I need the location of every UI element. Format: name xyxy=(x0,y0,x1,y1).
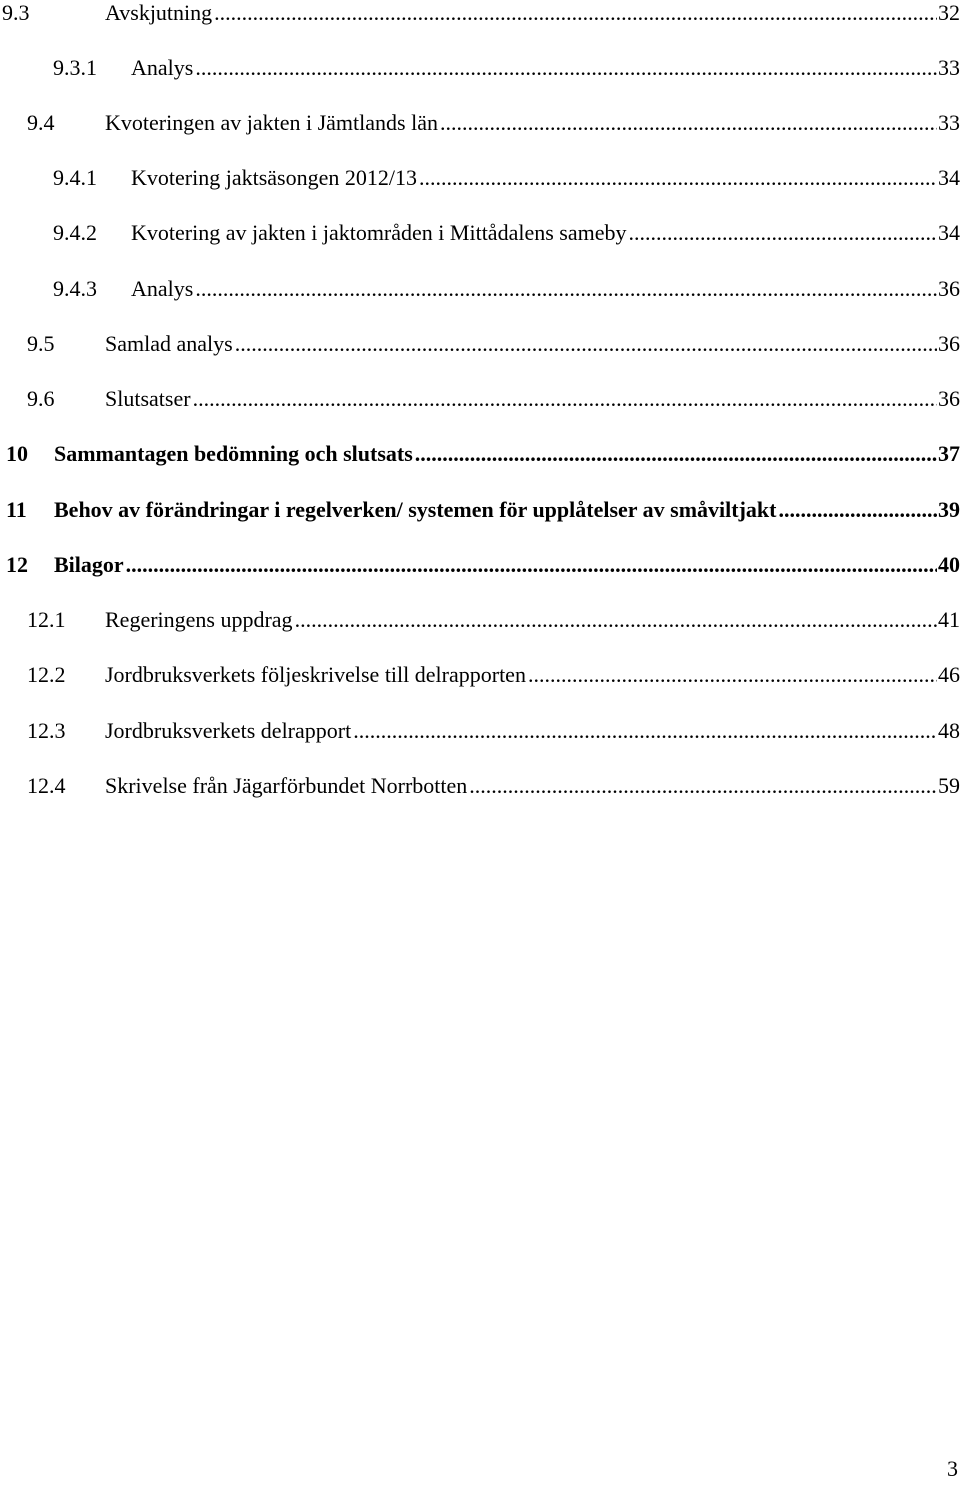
toc-entry-page: 33 xyxy=(938,110,960,135)
toc-entry-number: 9.4.3 xyxy=(53,276,97,301)
toc-entry-title: Jordbruksverkets följeskrivelse till delrapporten xyxy=(105,662,526,687)
toc-entry[interactable] xyxy=(0,55,960,95)
toc-entry[interactable] xyxy=(0,110,960,150)
toc-entry-page: 36 xyxy=(938,331,960,356)
toc-entry-title: Sammantagen bedömning och slutsats xyxy=(54,441,413,466)
toc-entry-title: Behov av förändringar i regelverken/ systemen för upplåtelser av småviltjakt xyxy=(54,497,777,522)
toc-entry[interactable] xyxy=(0,220,960,260)
toc-entry-title: Jordbruksverkets delrapport xyxy=(105,718,352,743)
page-number: 3 xyxy=(947,1456,958,1481)
toc-entry-page: 34 xyxy=(938,220,960,245)
toc-entry-title: Skrivelse från Jägarförbundet Norrbotten xyxy=(105,773,468,798)
dot-leader xyxy=(440,110,937,136)
toc-entry-number: 9.4 xyxy=(27,110,55,135)
toc-entry-title: Slutsatser xyxy=(105,386,191,411)
toc-entry-page: 46 xyxy=(938,662,960,687)
toc-entry-page: 59 xyxy=(938,773,960,798)
toc-entry-title: Regeringens uppdrag xyxy=(105,607,293,632)
toc-entry[interactable] xyxy=(0,718,960,758)
toc-entry[interactable] xyxy=(0,276,960,316)
toc-entry-number: 9.6 xyxy=(27,386,55,411)
toc-entry-page: 39 xyxy=(938,497,960,522)
dot-leader xyxy=(193,386,937,412)
dot-leader xyxy=(235,331,937,357)
toc-entry-title: Analys xyxy=(131,55,194,80)
dot-leader xyxy=(126,552,937,578)
toc-entry-number: 12.4 xyxy=(27,773,66,798)
toc-entry-title: Samlad analys xyxy=(105,331,233,356)
toc-entry[interactable] xyxy=(0,386,960,426)
toc-entry-title: Analys xyxy=(131,276,194,301)
toc-entry-page: 34 xyxy=(938,165,960,190)
dot-leader xyxy=(195,276,937,302)
toc-entry-page: 41 xyxy=(938,607,960,632)
toc-entry-page: 36 xyxy=(938,386,960,411)
toc-entry[interactable] xyxy=(0,0,960,40)
toc-entry-number: 9.4.1 xyxy=(53,165,97,190)
dot-leader xyxy=(353,718,937,744)
toc-entry-page: 32 xyxy=(938,0,960,25)
toc-entry-number: 12.3 xyxy=(27,718,66,743)
toc-entry[interactable] xyxy=(0,497,960,537)
toc-entry-page: 37 xyxy=(938,441,960,466)
toc-entry[interactable] xyxy=(0,441,960,481)
toc-entry-page: 48 xyxy=(938,718,960,743)
toc-entry-page: 33 xyxy=(938,55,960,80)
toc-entry[interactable] xyxy=(0,331,960,371)
toc-entry-page: 40 xyxy=(938,552,960,577)
toc-entry-page: 36 xyxy=(938,276,960,301)
dot-leader xyxy=(528,662,937,688)
toc-entry[interactable] xyxy=(0,662,960,702)
toc-entry-number: 12 xyxy=(6,552,28,577)
toc-entry[interactable] xyxy=(0,773,960,813)
toc-entry[interactable] xyxy=(0,552,960,592)
dot-leader xyxy=(628,220,937,246)
dot-leader xyxy=(195,55,937,81)
toc-entry-number: 12.1 xyxy=(27,607,66,632)
dot-leader xyxy=(295,607,937,633)
toc-entry[interactable] xyxy=(0,607,960,647)
dot-leader xyxy=(415,441,937,467)
toc-entry-title: Kvotering jaktsäsongen 2012/13 xyxy=(131,165,417,190)
toc-entry-number: 12.2 xyxy=(27,662,66,687)
toc-entry-number: 9.3 xyxy=(2,0,30,25)
toc-entry-number: 9.4.2 xyxy=(53,220,97,245)
dot-leader xyxy=(779,497,938,523)
toc-entry-number: 9.5 xyxy=(27,331,55,356)
dot-leader xyxy=(214,0,937,26)
toc-entry-title: Kvotering av jakten i jaktområden i Mittådalens sameby xyxy=(131,220,627,245)
toc-entry-number: 10 xyxy=(6,441,28,466)
toc-entry-number: 11 xyxy=(6,497,27,522)
toc-entry[interactable] xyxy=(0,165,960,205)
dot-leader xyxy=(419,165,937,191)
toc-entry-title: Bilagor xyxy=(54,552,124,577)
toc-entry-number: 9.3.1 xyxy=(53,55,97,80)
toc-entry-title: Kvoteringen av jakten i Jämtlands län xyxy=(105,110,438,135)
dot-leader xyxy=(469,773,937,799)
toc-entry-title: Avskjutning xyxy=(105,0,213,25)
